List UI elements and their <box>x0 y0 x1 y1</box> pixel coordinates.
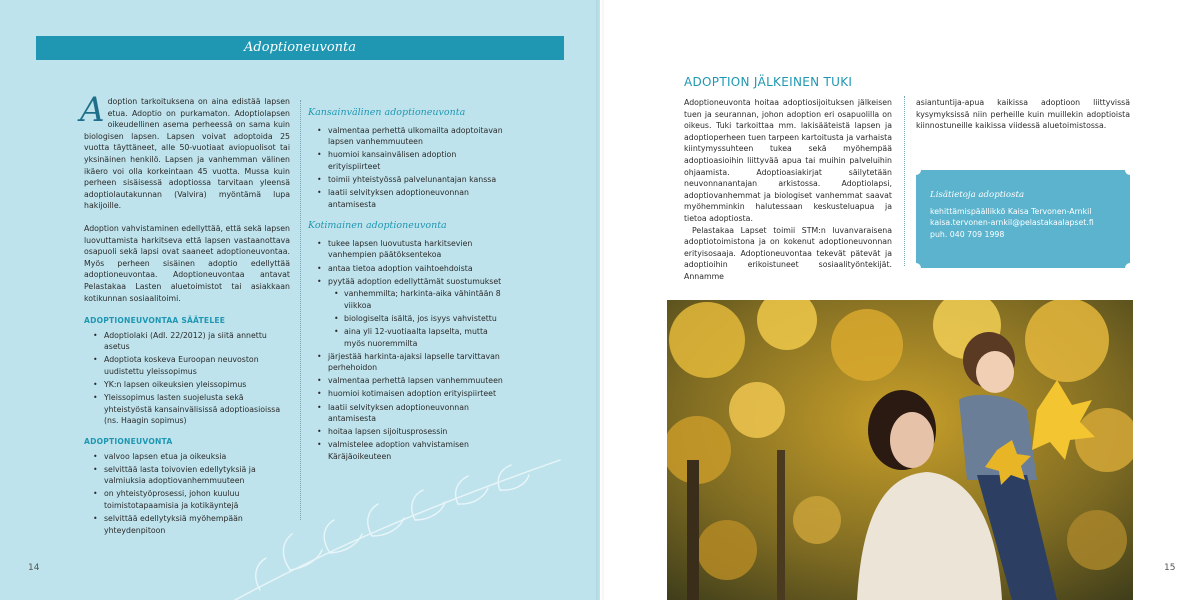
left-column-2 <box>308 107 508 464</box>
box-corner-notch <box>911 263 921 273</box>
box-corner-notch <box>911 165 921 175</box>
list-item: • selvittää edellytyksiä myöhempään yhteydenpitoon <box>104 513 290 536</box>
list-item: • järjestää harkinta-ajaksi lapselle tarvittavan perhehoidon <box>328 351 508 374</box>
book-gutter <box>596 0 604 600</box>
list-item: • Yleissopimus lasten suojelusta sekä yhteistyöstä kansainvälisissä adoptioasioissa (ns. Haagin sopimus) <box>104 392 290 427</box>
contact-person: kehittämispäällikkö Kaisa Tervonen-Arnkil <box>930 206 1092 216</box>
heading-domestic-adoption: Kotimainen adoptioneuvonta <box>308 220 447 232</box>
list-item: • laatii selvityksen adoptioneuvonnan antamisesta <box>328 187 508 210</box>
list-item: • Adoptiota koskeva Euroopan neuvoston uudistettu yleissopimus <box>104 354 290 377</box>
list-item: • selvittää lasta toivovien edellytyksiä ja valmiuksia adoptiovanhemmuuteen <box>104 464 290 487</box>
contact-heading: Lisätietoja adoptiosta <box>930 190 1025 200</box>
page-number-right: 15 <box>1164 563 1176 573</box>
photo-mother-and-child-autumn-leaves <box>667 300 1133 600</box>
intro-paragraph-2: Adoption vahvistaminen edellyttää, että sekä lapsen luovuttamista harkitseva että lapsen vastaanottava osapuoli sekä lapsi ovat saaneet adoptioneuvontaa. Myös perheen sisäinen adoptio edellyttää adoptioneuvontaa. Adoptioneuvontaa antavat Pelastakaa Lasten aluetoimistot tai asiakkaan kotikunnan sosiaalitoimi. <box>84 223 290 303</box>
list-item: • antaa tietoa adoption vaihtoehdoista <box>328 263 508 275</box>
list-item: • valmentaa perhettä ulkomailta adoptoitavan lapsen vanhemmuuteen <box>328 125 508 148</box>
list-item: • tukee lapsen luovutusta harkitsevien vanhempien päätöksentekoa <box>328 238 508 261</box>
box-corner-notch <box>1125 165 1135 175</box>
right-column-1 <box>684 97 892 283</box>
heading-regulations: ADOPTIONEUVONTAA SÄÄTELEE <box>84 316 226 326</box>
post-adoption-paragraph-1: Adoptioneuvonta hoitaa adoptiosijoituksen jälkeisen tuen ja seurannan, johon adoption eri osapuolilla on oikeus. Tuki tarkoittaa mm. lakisääteistä lapsen ja adoptioperheen tuen tarpeen kartoitusta ja varhaista kiintymyssuhteen tukea sekä myöhempää adoptioasioihin liittyvää apua tai muihin palveluihin ohjaamista. Adoptioasiakirjat säilytetään neuvonnanantajan arkistossa. Adoptiolapsi, adoptiovanhemmat ja biologiset vanhemmat saavat myöhemminkin halutessaan keskusteluapua ja tietoa adoptiosta. <box>684 98 892 223</box>
post-adoption-paragraph-2: Pelastakaa Lapset toimii STM:n luvanvaraisena adoptiotoimistona ja on kokenut adoptioneuvonnan erityisosaaja. Adoptioneuvontaa tekevät pätevät ja adoptioihin erikoistuneet sosiaalityöntekijät. Annamme <box>684 225 892 281</box>
list-item: • valmistelee adoption vahvistamisen Käräjäoikeuteen <box>328 439 508 462</box>
list-item: • huomioi kansainvälisen adoption erityispiirteet <box>328 149 508 172</box>
list-item: • pyytää adoption edellyttämät suostumukset • vanhemmilta; harkinta-aika vähintään 8 viikkoa • biologiselta isältä, jos isyys vahvistettu • aina yli 12-vuotiaalta lapselta, mutta myös nuoremmilta <box>328 276 508 350</box>
list-item: • toimii yhteistyössä palvelunantajan kanssa <box>328 174 508 186</box>
contact-email-link[interactable]: kaisa.tervonen-arnkil@pelastakaalapset.fi <box>930 218 1094 227</box>
sub-list-item: • vanhemmilta; harkinta-aika vähintään 8 viikkoa <box>344 288 508 311</box>
list-regulations <box>84 330 290 427</box>
right-page-title: ADOPTION JÄLKEINEN TUKI <box>684 75 853 89</box>
contact-info-box <box>916 170 1130 268</box>
heading-adoption-counselling: ADOPTIONEUVONTA <box>84 436 173 446</box>
list-item: • huomioi kotimaisen adoption erityispiirteet <box>328 388 508 400</box>
right-column-divider <box>904 96 905 266</box>
sub-list-item: • biologiselta isältä, jos isyys vahvistettu <box>344 313 508 325</box>
intro-paragraph-1: Adoption tarkoituksena on aina edistää lapsen etua. Adoptio on purkamaton. Adoptiolapsen oikeudellinen asema perheessä on sama kuin biologisen lapsen. Lapsen voivat adoptoida 25 vuotta täyttäneet, alle 50-vuotiaat aviopuolisot tai yksinäinen henkilö. Lapsen ja vanhemman välinen ikäero voi olla korkeintaan 45 vuotta. Mussa kuin perheen sisäisessä adoptiossa tarvitaan yleensä adoptiolautakunnan (Valvira) myöntämä lupa hakijoille. <box>80 90 290 211</box>
list-international-adoption <box>308 125 508 211</box>
page-number-left: 14 <box>28 563 40 573</box>
heading-international-adoption: Kansainvälinen adoptioneuvonta <box>308 107 466 118</box>
box-corner-notch <box>1125 263 1135 273</box>
fern-branch-illustration <box>230 450 570 600</box>
list-item: • on yhteistyöprosessi, johon kuuluu toimistotapaamisia ja kotikäyntejä <box>104 488 290 511</box>
dropcap-letter: A <box>80 90 105 130</box>
list-item: • valvoo lapsen etua ja oikeuksia <box>104 451 290 463</box>
list-domestic-adoption <box>308 238 508 463</box>
post-adoption-paragraph-3: asiantuntija-apua kaikissa adoptioon liittyvissä kysymyksissä niin perheille kuin muillekin adoptioista kiinnostuneille kaikissa viidessä aluetoimistossa. <box>916 98 1130 131</box>
contact-phone: puh. 040 709 1998 <box>930 229 1005 239</box>
list-item: • hoitaa lapsen sijoitusprosessin <box>328 426 508 438</box>
list-item: • Adoptiolaki (Adl. 22/2012) ja siitä annettu asetus <box>104 330 290 353</box>
list-item: • laatii selvityksen adoptioneuvonnan antamisesta <box>328 402 508 425</box>
section-banner: Adoptioneuvonta <box>36 36 564 60</box>
list-item: • valmentaa perhettä lapsen vanhemmuuteen <box>328 375 508 387</box>
sublist-consents <box>328 288 508 349</box>
sub-list-item: • aina yli 12-vuotiaalta lapselta, mutta myös nuoremmilta <box>344 326 508 349</box>
right-column-2 <box>916 97 1130 132</box>
list-item: • YK:n lapsen oikeuksien yleissopimus <box>104 379 290 391</box>
